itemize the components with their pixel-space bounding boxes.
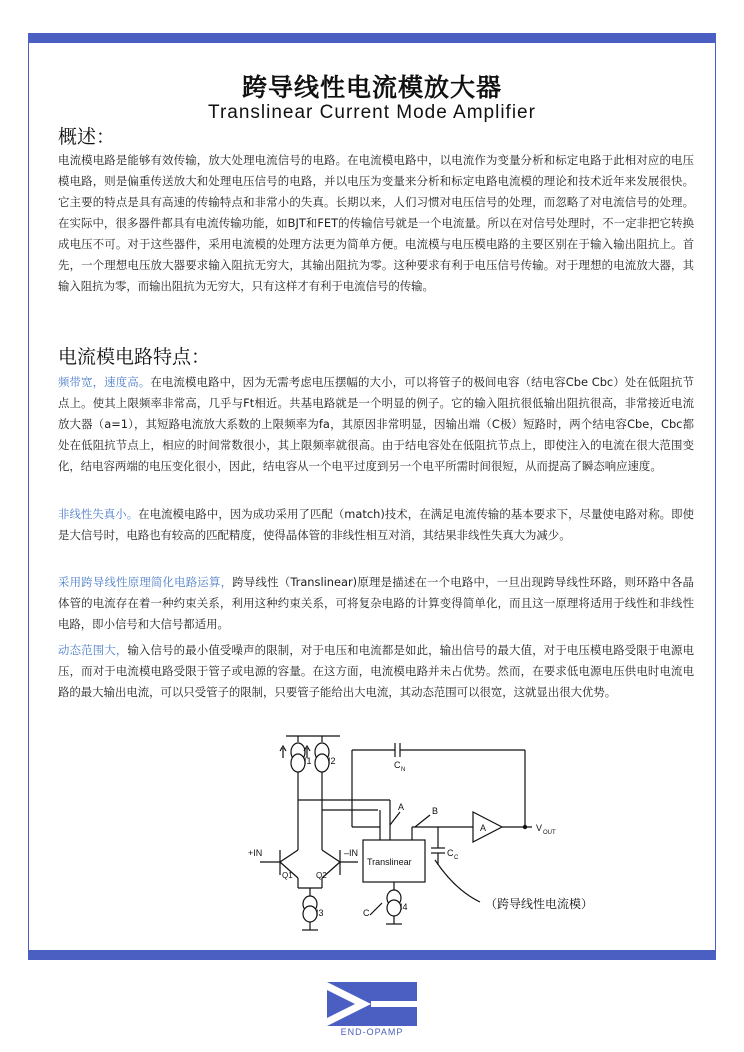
overview-body: 电流模电路是能够有效传输，放大处理电流信号的电路。在电流模电路中，以电流作为变量分析和标定电路于此相对应的电压模电路，则是偏重传送放大和处理电压信号的电路，并以电压为变量来分析和标定电路电流模的理论和技术近年来发展很快。它主要的特点是具有高速的传输特点和非常小的失真。长期以来，人们习惯对电压信号的处理，而忽略了对电流信号的处理。在实际中，很多器件都具有电流传输功能，如BJT和FET的传输信号就是一个电流量。所以在对信号处理时，不一定非把它转换成电压不可。对于这些器件，采用电流模的处理方法更为简单方便。电流模与电压模电路的主要区别在于输入输出阻抗上。首先，一个理想电压放大器要求输入阻抗无穷大，其输出阻抗为零。这种要求有利于电压信号传输。对于理想的电流放大器，其输入阻抗为零，而输出阻抗为无穷大，只有这样才有利于电流信号的传输。	[58, 153, 694, 293]
page-subtitle: Translinear Current Mode Amplifier	[208, 102, 536, 123]
label-pin: +IN	[248, 848, 263, 858]
feature-paragraph-2	[58, 504, 694, 546]
label-node-a: A	[398, 802, 405, 812]
label-cc: C	[447, 848, 454, 858]
label-i1: I1	[304, 756, 312, 766]
overview-heading: 概述：	[58, 126, 116, 148]
label-i4: I4	[400, 902, 408, 912]
feature-paragraph-3	[58, 572, 694, 635]
label-q1: Q1	[282, 871, 293, 880]
bottom-bar	[28, 950, 716, 960]
translinear-circuit-diagram	[240, 730, 640, 935]
circuit-caption: （跨导线性电流模）	[485, 897, 594, 911]
label-nin: –IN	[344, 848, 359, 858]
label-cn: C	[394, 760, 401, 770]
label-cc-sub: C	[454, 855, 459, 861]
feature-text-3: 跨导线性（Translinear)原理是描述在一个电路中，一旦出现跨导线性环路，则环路中各晶体管的电流存在着一种约束关系，利用这种约束关系，可将复杂电路的计算变得简单化，而且这一原理将适用于线性和非线性电路，即小信号和大信号都适用。	[58, 575, 694, 631]
label-cn-sub: N	[401, 767, 406, 773]
label-vout-sub: OUT	[543, 830, 556, 836]
label-i3: I3	[316, 908, 324, 918]
label-c: C	[363, 908, 370, 918]
label-translinear-block: Translinear	[367, 857, 412, 867]
feature-lead-4: 动态范围大，	[58, 643, 128, 657]
label-amp: A	[480, 823, 487, 833]
end-opamp-logo-icon	[327, 982, 417, 1026]
feature-text-2: 在电流模电路中，因为成功采用了匹配（match)技术，在满足电流传输的基本要求下，尽量使电路对称。即使是大信号时，电路也有较高的匹配精度，使得晶体管的非线性相互对消，其结果非线性失真大为减少。	[58, 507, 694, 542]
logo-text: END-OPAMP	[340, 1027, 404, 1037]
label-i2: I2	[328, 756, 336, 766]
feature-lead-2: 非线性失真小。	[58, 507, 139, 521]
label-vout: V	[536, 823, 543, 833]
feature-paragraph-1	[58, 372, 694, 477]
label-q2: Q2	[316, 871, 327, 880]
page-title: 跨导线性电流模放大器	[241, 73, 502, 102]
feature-lead-3: 采用跨导线性原理简化电路运算，	[58, 575, 233, 589]
features-heading: 电流模电路特点：	[58, 346, 211, 368]
feature-text-1: 在电流模电路中，因为无需考虑电压摆幅的大小，可以将管子的极间电容（结电容Cbe Cbc）处在低阻抗节点上。使其上限频率非常高，几乎与Ft相近。共基电路就是一个明显的例子。它的输入阻抗很低输出阻抗很高，非常接近电流放大器（a=1），其短路电流放大系数的上限频率为fa，其原因非常明显，因输出端（C极）短路时，两个结电容Cbe，Cbc都处在低阻抗节点上，相应的时间常数很小，其上限频率就很高。由于结电容处在低阻抗节点上，即使注入的电流在很大范围变化，结电容两端的电压变化很小，因此，结电容从一个电平过度到另一个电平所需时间很短，从而提高了瞬态响应速度。	[58, 375, 694, 473]
feature-paragraph-4	[58, 640, 694, 703]
feature-text-4: 输入信号的最小值受噪声的限制，对于电压和电流都是如此，输出信号的最大值，对于电压模电路受限于电源电压，而对于电流模电路受限于管子或电源的容量。在这方面，电流模电路并未占优势。然而，在要求低电源电压供电时电流电路的最大输出电流，可以只受管子的限制，只要管子能给出大电流，其动态范围可以很宽，这就显出很大优势。	[58, 643, 694, 699]
feature-lead-1: 频带宽，速度高。	[58, 375, 151, 389]
label-node-b: B	[432, 806, 439, 816]
